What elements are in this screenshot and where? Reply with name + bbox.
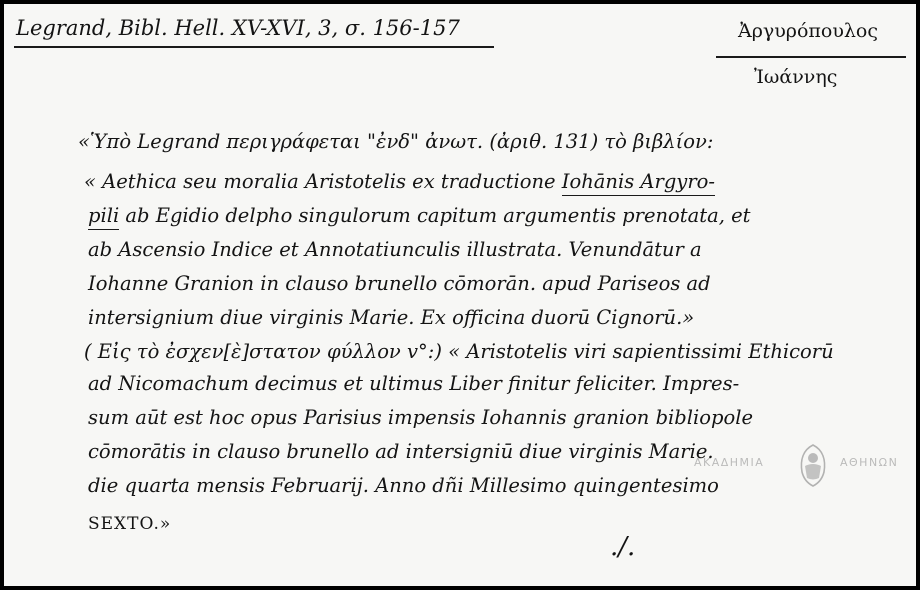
end-mark: ./. [610,532,636,562]
author-surname: Ἀργυρόπουλος [738,20,879,42]
text-line: SEXTO.» [88,514,172,534]
watermark [694,442,912,492]
underlined-author-name-end: pili [88,204,119,230]
text-segment: ab Egidio delpho singulorum capitum argumentis prenotata, et [119,204,751,227]
text-line [88,206,751,226]
text-line: cōmorātis in clauso brunello ad intersigniū diue virginis Marie. [88,440,714,463]
text-line: ad Nicomachum decimus et ultimus Liber finitur feliciter. Impres- [88,372,740,395]
catalog-card [4,4,916,586]
text-segment: « Aethica seu moralia Aristotelis ex traductione [84,170,562,193]
text-line: ab Ascensio Indice et Annotatiunculis illustrata. Venundātur a [88,238,702,261]
underlined-author-name: Iohānis Argyro- [562,170,715,196]
watermark-left-text: ΑΚΑΔΗΜΙΑ [694,456,765,469]
text-line: sum aūt est hoc opus Parisius impensis Iohannis granion bibliopole [88,406,753,429]
text-line: intersignium diue virginis Marie. Ex officina duorū Cignorū.» [88,306,695,329]
bibliographic-reference: Legrand, Bibl. Hell. XV-XVI, 3, σ. 156-157 [16,16,460,40]
academy-seal-icon [794,442,832,488]
surname-underline [716,56,906,58]
text-line [84,172,715,192]
watermark-right-text: ΑΘΗΝΩΝ [840,456,899,469]
text-line: Iohanne Granion in clauso brunello cōmorān. apud Pariseos ad [88,272,711,295]
reference-underline [14,46,494,48]
author-firstname: Ἰωάννης [754,66,838,88]
text-line: die quarta mensis Februarij. Anno dñi Millesimo quingentesimo [88,474,719,497]
text-line: «Ὑπὸ Legrand περιγράφεται "ἐνδ" ἀνωτ. (ἀριθ. 131) τὸ βιβλίον: [78,130,714,153]
text-line: ( Εἰς τὸ ἐσχεν[ὲ]στατον φύλλον v°:) « Aristotelis viri sapientissimi Ethicorū [84,340,834,363]
